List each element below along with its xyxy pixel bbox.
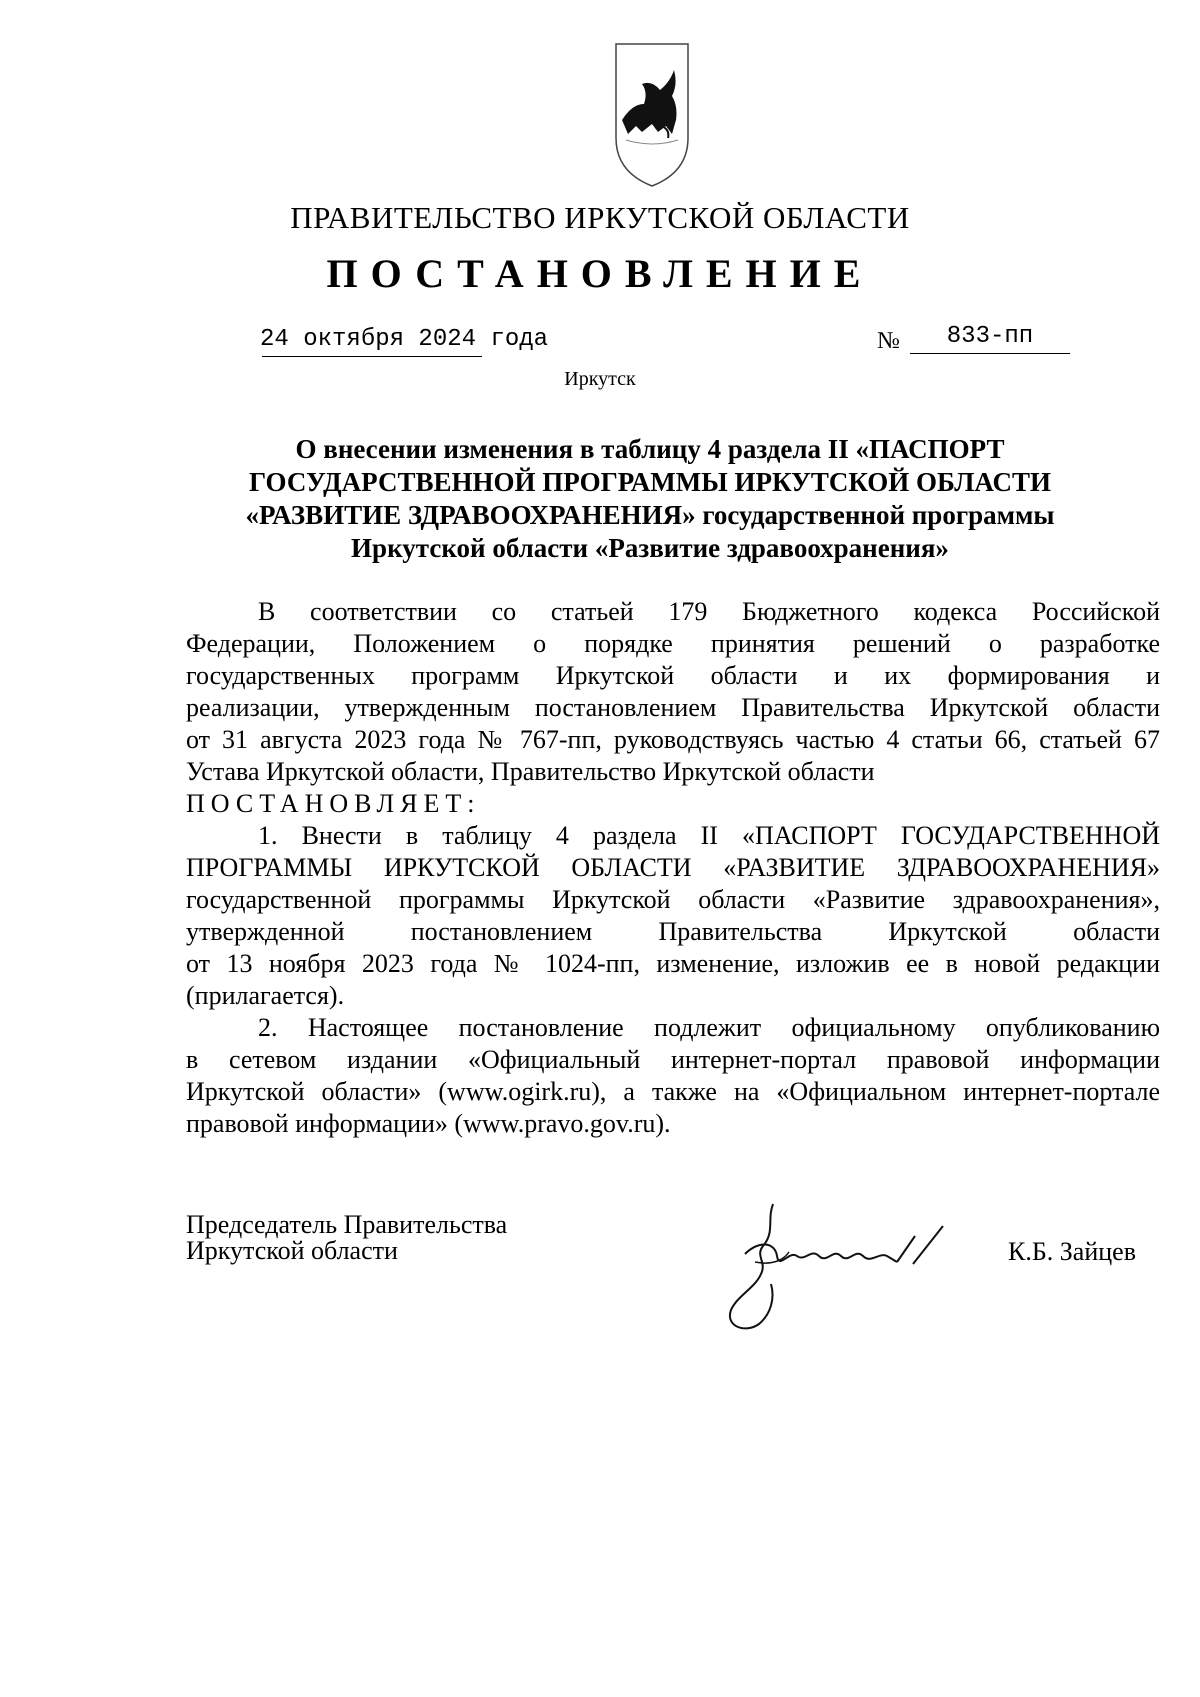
body-line: В соответствии со статьей 179 Бюджетного кодекса Российской [258, 597, 1160, 626]
body-line: ПРОГРАММЫ ИРКУТСКОЙ ОБЛАСТИ «РАЗВИТИЕ ЗДРАВООХРАНЕНИЯ» [186, 853, 1160, 882]
body-line: Федерации, Положением о порядке принятия решений о разработке [186, 629, 1160, 658]
body-line: государственных программ Иркутской области и их формирования и [186, 661, 1160, 690]
number-label: № [877, 328, 900, 354]
body-line: Устава Иркутской области, Правительство Иркутской области [186, 757, 875, 786]
body-line: 2. Настоящее постановление подлежит официальному опубликованию [258, 1013, 1160, 1042]
signer-position [186, 1212, 507, 1264]
coat-of-arms-emblem [612, 40, 692, 190]
document-date: 24 октября 2024 года [260, 326, 549, 353]
signer-name: К.Б. Зайцев [1008, 1237, 1136, 1266]
body-line: реализации, утвержденным постановлением Правительства Иркутской области [186, 693, 1160, 722]
body-line: государственной программы Иркутской области «Развитие здравоохранения», [186, 885, 1160, 914]
body-line: от 31 августа 2023 года № 767-пп, руководствуясь частью 4 статьи 66, статьей 67 [186, 725, 1160, 754]
document-number: 833-пп [910, 323, 1070, 354]
body-line: в сетевом издании «Официальный интернет-портал правовой информации [186, 1045, 1160, 1074]
body-line: (прилагается). [186, 981, 345, 1010]
city: Иркутск [564, 368, 636, 390]
body-line: 1. Внести в таблицу 4 раздела II «ПАСПОРТ ГОСУДАРСТВЕННОЙ [258, 821, 1160, 850]
title-line: Иркутской области «Развитие здравоохранения» [351, 533, 949, 563]
body-line: правовой информации» (www.pravo.gov.ru). [186, 1109, 671, 1138]
organization-name: ПРАВИТЕЛЬСТВО ИРКУТСКОЙ ОБЛАСТИ [290, 200, 910, 235]
document-body [186, 596, 1160, 1140]
body-line: Иркутской области» (www.ogirk.ru), а также на «Официальном интернет-портале [186, 1077, 1160, 1106]
document-type: ПОСТАНОВЛЕНИЕ [326, 251, 874, 296]
body-line: утвержденной постановлением Правительства Иркутской области [186, 917, 1160, 946]
handwritten-signature [715, 1192, 975, 1342]
signer-position-line: Иркутской области [186, 1236, 398, 1265]
document-title [190, 433, 1110, 565]
title-line: «РАЗВИТИЕ ЗДРАВООХРАНЕНИЯ» государственной программы [245, 500, 1055, 530]
date-underline [262, 356, 482, 357]
title-line: О внесении изменения в таблицу 4 раздела II «ПАСПОРТ [295, 434, 1005, 464]
resolves-line: ПОСТАНОВЛЯЕТ: [186, 789, 481, 818]
signer-position-line: Председатель Правительства [186, 1210, 508, 1239]
body-line: от 13 ноября 2023 года № 1024-пп, изменение, изложив ее в новой редакции [186, 949, 1160, 978]
title-line: ГОСУДАРСТВЕННОЙ ПРОГРАММЫ ИРКУТСКОЙ ОБЛАСТИ [249, 467, 1051, 497]
